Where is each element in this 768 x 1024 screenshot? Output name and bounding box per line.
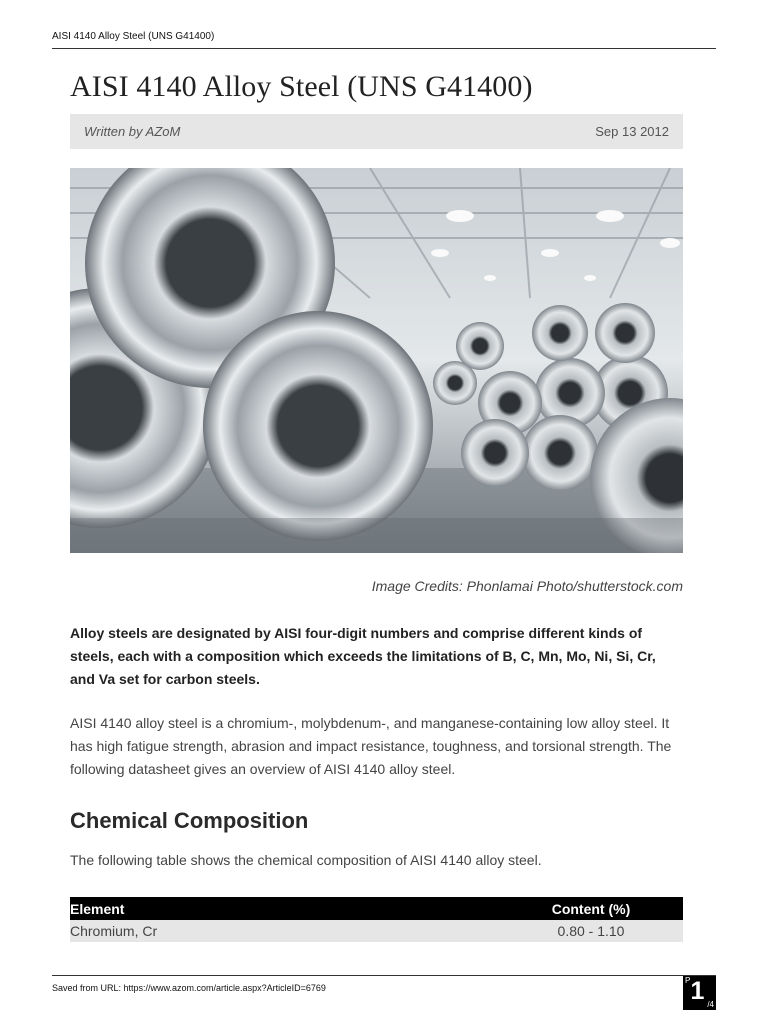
composition-table [70, 897, 683, 942]
image-caption: Image Credits: Phonlamai Photo/shutterstock.com [371, 578, 683, 594]
hero-image-steel-coils [70, 168, 683, 553]
column-header-element: Element [70, 897, 499, 920]
running-header: AISI 4140 Alloy Steel (UNS G41400) [52, 31, 215, 42]
table-cell-element: Chromium, Cr [70, 920, 499, 942]
column-header-content: Content (%) [499, 897, 683, 920]
page-total: /4 [707, 1000, 714, 1009]
author-label: Written by AZoM [84, 124, 181, 139]
table-header-row [70, 897, 683, 920]
table-intro: The following table shows the chemical composition of AISI 4140 alloy steel. [70, 852, 542, 868]
body-paragraph: AISI 4140 alloy steel is a chromium-, molybdenum-, and manganese-containing low alloy steel. It has high fatigue strength, abrasion and impact resistance, toughness, and torsional strength. The following datasheet gives an overview of AISI 4140 alloy steel. [70, 715, 672, 777]
table-cell-content: 0.80 - 1.10 [499, 920, 683, 942]
steel-coils-illustration [70, 168, 683, 553]
table-row [70, 920, 683, 942]
page-number: 1 [690, 977, 705, 1005]
page-number-badge [683, 976, 716, 1010]
lead-paragraph: Alloy steels are designated by AISI four-digit numbers and comprise different kinds of steels, each with a composition which exceeds the limitations of B, C, Mn, Mo, Ni, Si, Cr, and Va set for carbon steels. [70, 625, 656, 687]
section-title-chemical-composition: Chemical Composition [70, 808, 309, 833]
byline-bar [70, 114, 683, 149]
footer-divider [52, 975, 716, 976]
page-title: AISI 4140 Alloy Steel (UNS G41400) [70, 70, 533, 103]
page-label: P [685, 976, 691, 985]
header-divider [52, 48, 716, 49]
publish-date: Sep 13 2012 [595, 124, 669, 139]
saved-from-url: Saved from URL: https://www.azom.com/article.aspx?ArticleID=6769 [52, 983, 326, 993]
